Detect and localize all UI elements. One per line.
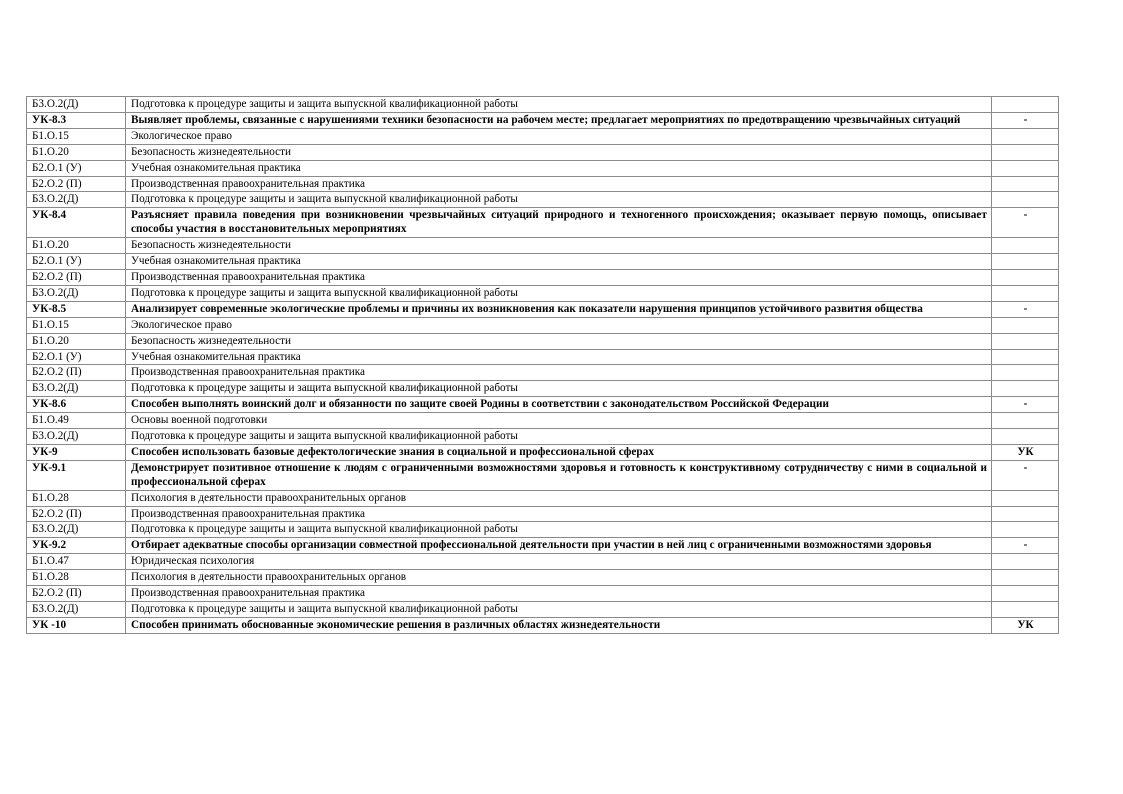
- discipline-row: [27, 97, 1059, 113]
- row-description-cell: Подготовка к процедуре защиты и защита выпускной квалификационной работы: [126, 381, 992, 397]
- row-description-cell: Учебная ознакомительная практика: [126, 349, 992, 365]
- row-description-cell: Юридическая психология: [126, 554, 992, 570]
- row-code-cell: УК-8.3: [27, 112, 126, 128]
- row-description-cell: Учебная ознакомительная практика: [126, 160, 992, 176]
- row-mark-cell: [992, 570, 1059, 586]
- row-description-cell: Подготовка к процедуре защиты и защита выпускной квалификационной работы: [126, 97, 992, 113]
- competency-table-body: [27, 97, 1059, 634]
- row-mark-cell: [992, 554, 1059, 570]
- row-code-cell: Б2.О.2 (П): [27, 176, 126, 192]
- row-description-cell: Безопасность жизнедеятельности: [126, 333, 992, 349]
- competency-row: [27, 617, 1059, 633]
- row-description-cell: Способен выполнять воинский долг и обязанности по защите своей Родины в соответствии с законодательством Российской Федерации: [126, 397, 992, 413]
- competency-row: [27, 208, 1059, 238]
- row-mark-cell: [992, 381, 1059, 397]
- row-mark-cell: [992, 429, 1059, 445]
- row-description-cell: Подготовка к процедуре защиты и защита выпускной квалификационной работы: [126, 602, 992, 618]
- row-description-cell: Разъясняет правила поведения при возникновении чрезвычайных ситуаций природного и техногенного происхождения; оказывает первую помощь, описывает способы участия в восстановительных мероприятиях: [126, 208, 992, 238]
- discipline-row: [27, 602, 1059, 618]
- competency-row: [27, 460, 1059, 490]
- row-code-cell: УК-8.6: [27, 397, 126, 413]
- row-code-cell: Б3.О.2(Д): [27, 192, 126, 208]
- discipline-row: [27, 586, 1059, 602]
- competency-row: [27, 112, 1059, 128]
- row-mark-cell: [992, 522, 1059, 538]
- row-code-cell: УК -10: [27, 617, 126, 633]
- discipline-row: [27, 317, 1059, 333]
- row-mark-cell: [992, 506, 1059, 522]
- discipline-row: [27, 128, 1059, 144]
- row-mark-cell: [992, 586, 1059, 602]
- row-mark-cell: [992, 365, 1059, 381]
- row-description-cell: Производственная правоохранительная практика: [126, 176, 992, 192]
- row-code-cell: Б2.О.1 (У): [27, 254, 126, 270]
- row-description-cell: Психология в деятельности правоохранительных органов: [126, 490, 992, 506]
- row-description-cell: Анализирует современные экологические проблемы и причины их возникновения как показатели нарушения принципов устойчивого развития общества: [126, 301, 992, 317]
- row-description-cell: Подготовка к процедуре защиты и защита выпускной квалификационной работы: [126, 285, 992, 301]
- row-description-cell: Экологическое право: [126, 128, 992, 144]
- row-description-cell: Демонстрирует позитивное отношение к людям с ограниченными возможностями здоровья и готовность к конструктивному сотрудничеству с ними в социальной и профессиональной сферах: [126, 460, 992, 490]
- competency-row: [27, 301, 1059, 317]
- row-description-cell: Производственная правоохранительная практика: [126, 586, 992, 602]
- row-code-cell: Б1.О.28: [27, 490, 126, 506]
- discipline-row: [27, 554, 1059, 570]
- discipline-row: [27, 506, 1059, 522]
- row-description-cell: Способен использовать базовые дефектологические знания в социальной и профессиональной сферах: [126, 444, 992, 460]
- discipline-row: [27, 490, 1059, 506]
- row-mark-cell: [992, 238, 1059, 254]
- row-mark-cell: [992, 269, 1059, 285]
- row-code-cell: Б1.О.28: [27, 570, 126, 586]
- row-code-cell: Б3.О.2(Д): [27, 381, 126, 397]
- discipline-row: [27, 192, 1059, 208]
- row-mark-cell: [992, 254, 1059, 270]
- row-code-cell: Б1.О.20: [27, 238, 126, 254]
- row-code-cell: УК-9.1: [27, 460, 126, 490]
- row-code-cell: Б3.О.2(Д): [27, 602, 126, 618]
- row-description-cell: Отбирает адекватные способы организации совместной профессиональной деятельности при участии в ней лиц с ограниченными возможностями здоровья: [126, 538, 992, 554]
- row-mark-cell: -: [992, 460, 1059, 490]
- row-description-cell: Подготовка к процедуре защиты и защита выпускной квалификационной работы: [126, 522, 992, 538]
- row-code-cell: УК-9: [27, 444, 126, 460]
- row-code-cell: УК-8.4: [27, 208, 126, 238]
- row-code-cell: Б2.О.2 (П): [27, 506, 126, 522]
- discipline-row: [27, 333, 1059, 349]
- row-code-cell: Б3.О.2(Д): [27, 285, 126, 301]
- discipline-row: [27, 285, 1059, 301]
- discipline-row: [27, 570, 1059, 586]
- competency-row: [27, 538, 1059, 554]
- discipline-row: [27, 381, 1059, 397]
- row-description-cell: Подготовка к процедуре защиты и защита выпускной квалификационной работы: [126, 429, 992, 445]
- competency-row: [27, 397, 1059, 413]
- discipline-row: [27, 176, 1059, 192]
- row-code-cell: Б2.О.1 (У): [27, 349, 126, 365]
- competency-table: [26, 96, 1059, 634]
- row-mark-cell: -: [992, 301, 1059, 317]
- row-mark-cell: [992, 176, 1059, 192]
- row-mark-cell: [992, 602, 1059, 618]
- row-mark-cell: [992, 192, 1059, 208]
- row-code-cell: Б2.О.2 (П): [27, 269, 126, 285]
- competency-row: [27, 444, 1059, 460]
- row-code-cell: УК-8.5: [27, 301, 126, 317]
- discipline-row: [27, 160, 1059, 176]
- row-mark-cell: [992, 285, 1059, 301]
- row-code-cell: Б1.О.15: [27, 128, 126, 144]
- discipline-row: [27, 365, 1059, 381]
- row-mark-cell: [992, 128, 1059, 144]
- row-code-cell: УК-9.2: [27, 538, 126, 554]
- discipline-row: [27, 349, 1059, 365]
- discipline-row: [27, 144, 1059, 160]
- row-description-cell: Экологическое право: [126, 317, 992, 333]
- row-description-cell: Учебная ознакомительная практика: [126, 254, 992, 270]
- discipline-row: [27, 238, 1059, 254]
- row-code-cell: Б3.О.2(Д): [27, 429, 126, 445]
- discipline-row: [27, 254, 1059, 270]
- row-mark-cell: [992, 317, 1059, 333]
- row-description-cell: Безопасность жизнедеятельности: [126, 144, 992, 160]
- row-description-cell: Производственная правоохранительная практика: [126, 506, 992, 522]
- row-code-cell: Б1.О.15: [27, 317, 126, 333]
- row-code-cell: Б1.О.20: [27, 333, 126, 349]
- row-description-cell: Психология в деятельности правоохранительных органов: [126, 570, 992, 586]
- row-mark-cell: УК: [992, 617, 1059, 633]
- row-description-cell: Производственная правоохранительная практика: [126, 365, 992, 381]
- row-mark-cell: -: [992, 112, 1059, 128]
- discipline-row: [27, 413, 1059, 429]
- row-code-cell: Б1.О.20: [27, 144, 126, 160]
- row-mark-cell: -: [992, 538, 1059, 554]
- row-mark-cell: [992, 333, 1059, 349]
- row-code-cell: Б2.О.2 (П): [27, 365, 126, 381]
- row-mark-cell: УК: [992, 444, 1059, 460]
- row-code-cell: Б1.О.47: [27, 554, 126, 570]
- row-description-cell: Подготовка к процедуре защиты и защита выпускной квалификационной работы: [126, 192, 992, 208]
- row-mark-cell: -: [992, 397, 1059, 413]
- row-code-cell: Б2.О.1 (У): [27, 160, 126, 176]
- row-description-cell: Основы военной подготовки: [126, 413, 992, 429]
- row-description-cell: Выявляет проблемы, связанные с нарушениями техники безопасности на рабочем месте; предлагает мероприятиях по предотвращению чрезвычайных ситуаций: [126, 112, 992, 128]
- row-mark-cell: [992, 97, 1059, 113]
- row-code-cell: Б3.О.2(Д): [27, 522, 126, 538]
- row-description-cell: Способен принимать обоснованные экономические решения в различных областях жизнедеятельности: [126, 617, 992, 633]
- row-code-cell: Б2.О.2 (П): [27, 586, 126, 602]
- row-mark-cell: [992, 349, 1059, 365]
- row-mark-cell: [992, 160, 1059, 176]
- row-description-cell: Безопасность жизнедеятельности: [126, 238, 992, 254]
- discipline-row: [27, 522, 1059, 538]
- row-mark-cell: [992, 144, 1059, 160]
- row-mark-cell: [992, 490, 1059, 506]
- row-mark-cell: [992, 413, 1059, 429]
- discipline-row: [27, 269, 1059, 285]
- row-code-cell: Б1.О.49: [27, 413, 126, 429]
- row-code-cell: Б3.О.2(Д): [27, 97, 126, 113]
- row-description-cell: Производственная правоохранительная практика: [126, 269, 992, 285]
- discipline-row: [27, 429, 1059, 445]
- row-mark-cell: -: [992, 208, 1059, 238]
